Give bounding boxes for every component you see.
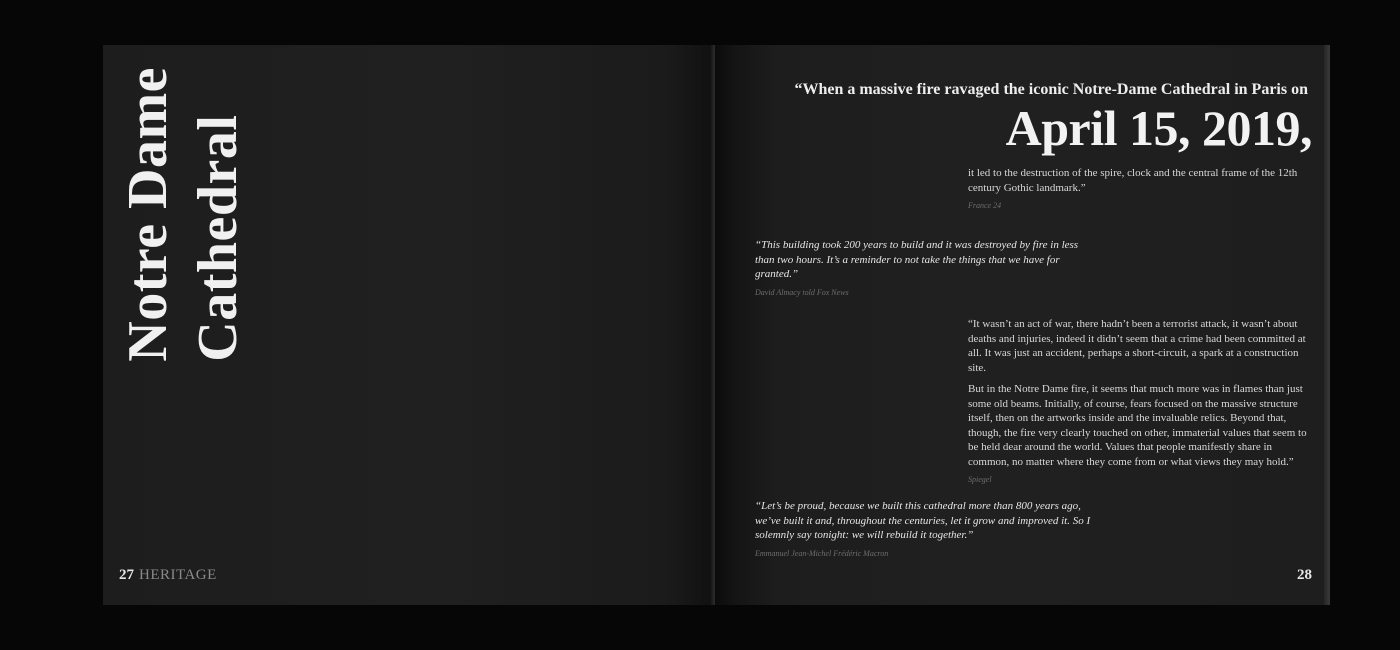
right-page-number: 28 [1297,567,1312,583]
title-line-2: Cathedral [187,114,249,362]
right-page [715,45,1330,605]
vertical-title [113,67,253,362]
quote-spiegel-paragraph: But in the Notre Dame fire, it seems that much more was in flames than just some old beams. Initially, of course, fears focused on the massive structure itself, then on the artworks inside and the invaluable relics. Beyond that, though, the fire very clearly touched on other, immaterial values that seem to be held dear around the world. Values that people manifestly share in common, no matter where they come from or what views they may hold.” [968,383,1307,468]
quote-spiegel-source: Spiegel [968,475,992,484]
quote-almacy-source: David Almacy told Fox News [755,287,849,297]
lead-quote-date: April 15, 2019, [1005,100,1312,156]
title-line-1: Notre Dame [117,67,179,362]
quote-almacy-block [755,238,1095,297]
quote-almacy-text: “This building took 200 years to build and it was destroyed by fire in less than two hours. It’s a reminder to not take the things that we have for granted.” [755,239,1079,280]
quote-spiegel-body [968,317,1313,469]
left-page-footer [119,567,217,584]
lead-quote-source: France 24 [968,201,1002,210]
quote-spiegel-block [968,317,1313,484]
left-page [103,45,715,605]
magazine-spread [103,45,1330,605]
quote-macron-source: Emmanuel Jean-Michel Frédéric Macron [755,548,889,558]
lead-quote-continuation-block [968,166,1313,210]
left-page-number: 27 [119,567,134,583]
section-label: HERITAGE [139,567,217,583]
quote-macron-block [755,499,1100,558]
lead-quote-intro: “When a massive fire ravaged the iconic Notre-Dame Cathedral in Paris on [794,81,1308,98]
quote-macron-text: “Let’s be proud, because we built this cathedral more than 800 years ago, we’ve built it and, throughout the centuries, let it grow and improved it. So I solemnly say tonight: we will rebuild it together.” [755,500,1091,541]
quote-spiegel-paragraph: “It wasn’t an act of war, there hadn’t been a terrorist attack, it wasn’t about deaths and injuries, indeed it didn’t seem that a crime had been committed at all. It was just an accident, perhaps a short-circuit, a spark at a construction site. [968,318,1306,374]
lead-quote-continuation: it led to the destruction of the spire, clock and the central frame of the 12th century Gothic landmark.” [968,167,1298,194]
